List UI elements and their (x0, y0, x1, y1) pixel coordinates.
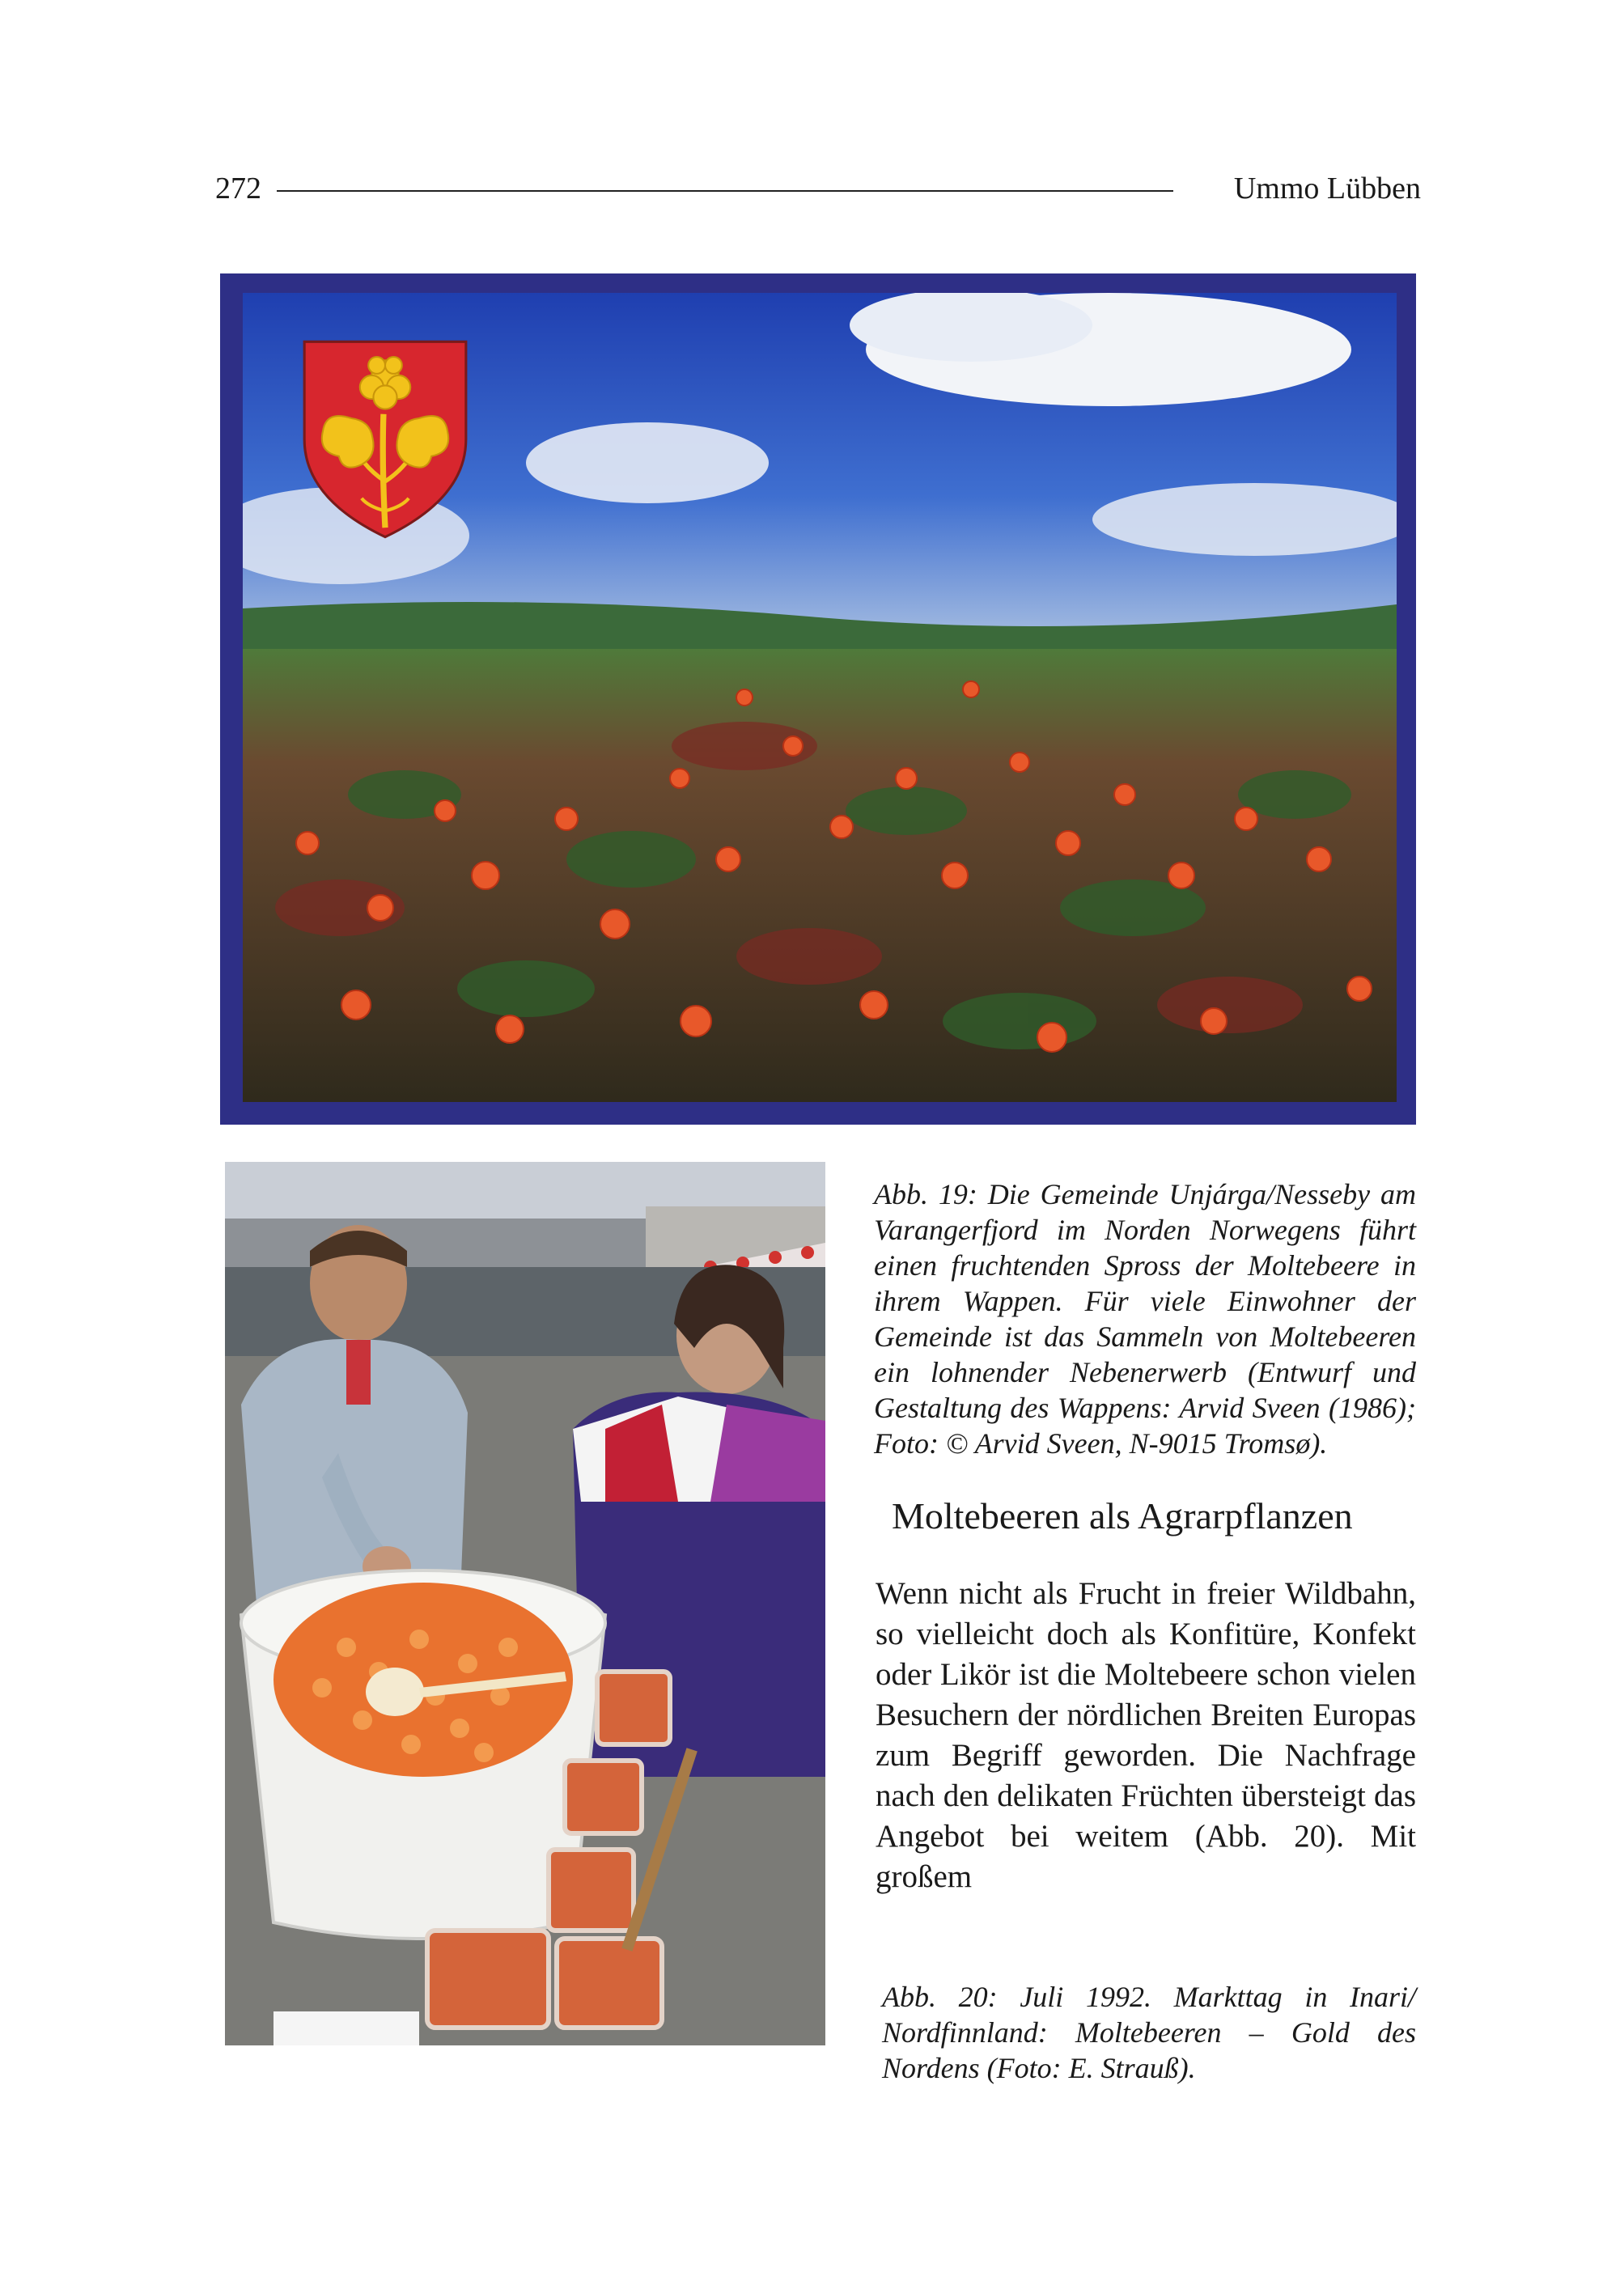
page-number: 272 (215, 172, 261, 206)
body-paragraph: Wenn nicht als Frucht in freier Wildbahn, so vielleicht doch als Konfitüre, Konfekt oder Likör ist die Moltebeere schon vielen Besuchern der nördlichen Breiten Europas zum Begriff geworden. Die Nachfrage nach den delikaten Früchten übersteigt das Angebot bei weitem (Abb. 20). Mit großem (876, 1576, 1416, 1894)
figure-19-caption: Abb. 19: Die Gemeinde Unjárga/Nesseby am Varangerfjord im Norden Norwegens führt einen fruchtenden Spross der Moltebeere in ihrem Wappen. Für viele Einwohner der Gemeinde ist das Sammeln von Moltebeeren ein lohnender Nebenerwerb (Entwurf und Gestaltung des Wappens: Arvid Sveen (1986); Foto: © Arvid Sveen, N-9015 Tromsø). (874, 1178, 1416, 1460)
running-header (215, 168, 1421, 209)
figure-20-caption: Abb. 20: Juli 1992. Markttag in Inari/ Nordfinnland: Moltebeeren – Gold des Nordens (Foto: E. Strauß). (882, 1981, 1416, 2084)
figure-20-photo (225, 1162, 825, 2045)
section-heading: Moltebeeren als Agrarpflanzen (892, 1495, 1353, 1536)
running-author: Ummo Lübben (1233, 172, 1421, 206)
market-scene-image (225, 1162, 825, 2045)
figure-19-photo (220, 273, 1416, 1125)
coat-of-arms-icon (301, 338, 469, 540)
header-rule (277, 190, 1173, 192)
